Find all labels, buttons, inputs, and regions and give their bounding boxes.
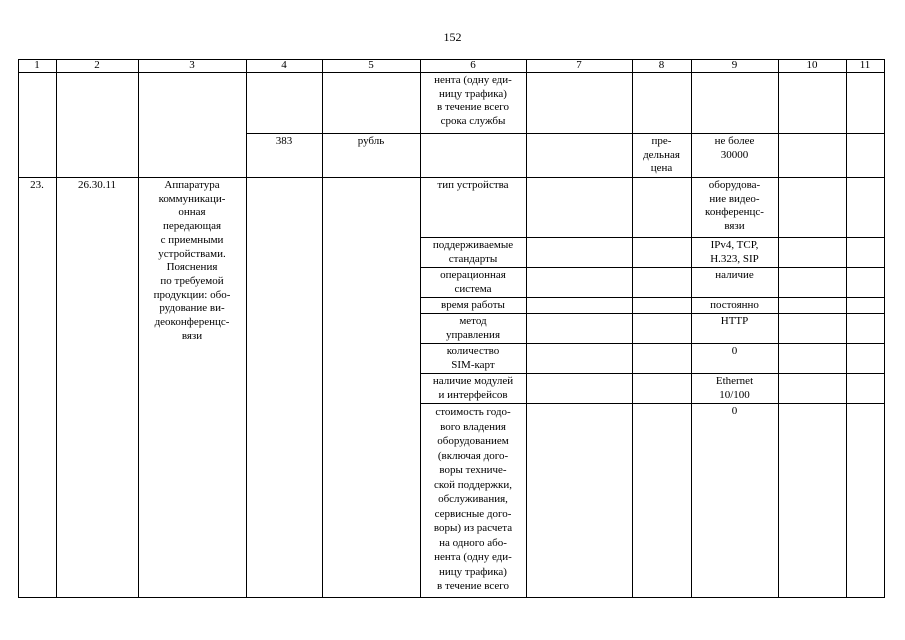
price-value: 383: [275, 135, 293, 147]
column-header: 7: [576, 59, 582, 71]
characteristic-name: количество SIM-карт: [446, 345, 500, 371]
characteristic-value: 0: [731, 405, 738, 417]
characteristic-name: операционная система: [440, 269, 506, 295]
item-name: Аппаратура коммуникаци- онная передающая с приемными устройствами. Пояснения по требуемой продукции: обо- рудование ви- деоконференцс- вязи: [153, 179, 231, 342]
price-unit: рубль: [357, 135, 385, 147]
column-header: 11: [859, 59, 871, 71]
characteristic-value: IPv4, TCP, H.323, SIP: [710, 239, 759, 265]
column-header: 3: [189, 59, 195, 71]
column-header: 1: [34, 59, 40, 71]
characteristic-name: тип устройства: [437, 179, 509, 191]
characteristic-value: наличие: [715, 269, 754, 281]
characteristic-value: Ethernet 10/100: [715, 375, 754, 401]
column-header: 6: [470, 59, 476, 71]
continuation-cell: нента (одну еди- ницу трафика) в течение всего срока службы: [434, 74, 512, 128]
characteristic-value: оборудова- ние видео- конференцс- вязи: [705, 179, 764, 233]
characteristic-name: поддерживаемые стандарты: [432, 239, 514, 265]
column-header: 4: [281, 59, 287, 71]
column-header: 8: [658, 59, 665, 71]
characteristic-value: постоянно: [710, 299, 759, 311]
characteristic-value: HTTP: [720, 315, 749, 327]
price-limit: не более 30000: [714, 135, 755, 161]
characteristic-value: 0: [731, 345, 738, 357]
column-header: 5: [368, 59, 374, 71]
characteristic-name: время работы: [441, 299, 505, 311]
column-header: 2: [94, 59, 100, 71]
column-header: 9: [731, 59, 738, 71]
item-number: 23.: [30, 179, 44, 191]
characteristic-name: метод управления: [445, 315, 501, 341]
item-code: 26.30.11: [77, 179, 117, 191]
page-number: 152: [443, 30, 462, 44]
characteristic-name: стоимость годо- вого владения оборудованием (включая дого- воры техниче- ской поддержки, обслуживания, сервисные дого- воры) из расчета на одного або- нента (одну еди- ницу трафика) в течение всего: [433, 406, 513, 592]
column-header: 10: [806, 59, 818, 71]
price-type: пре- дельная цена: [643, 135, 680, 175]
characteristic-name: наличие модулей и интерфейсов: [432, 375, 514, 401]
